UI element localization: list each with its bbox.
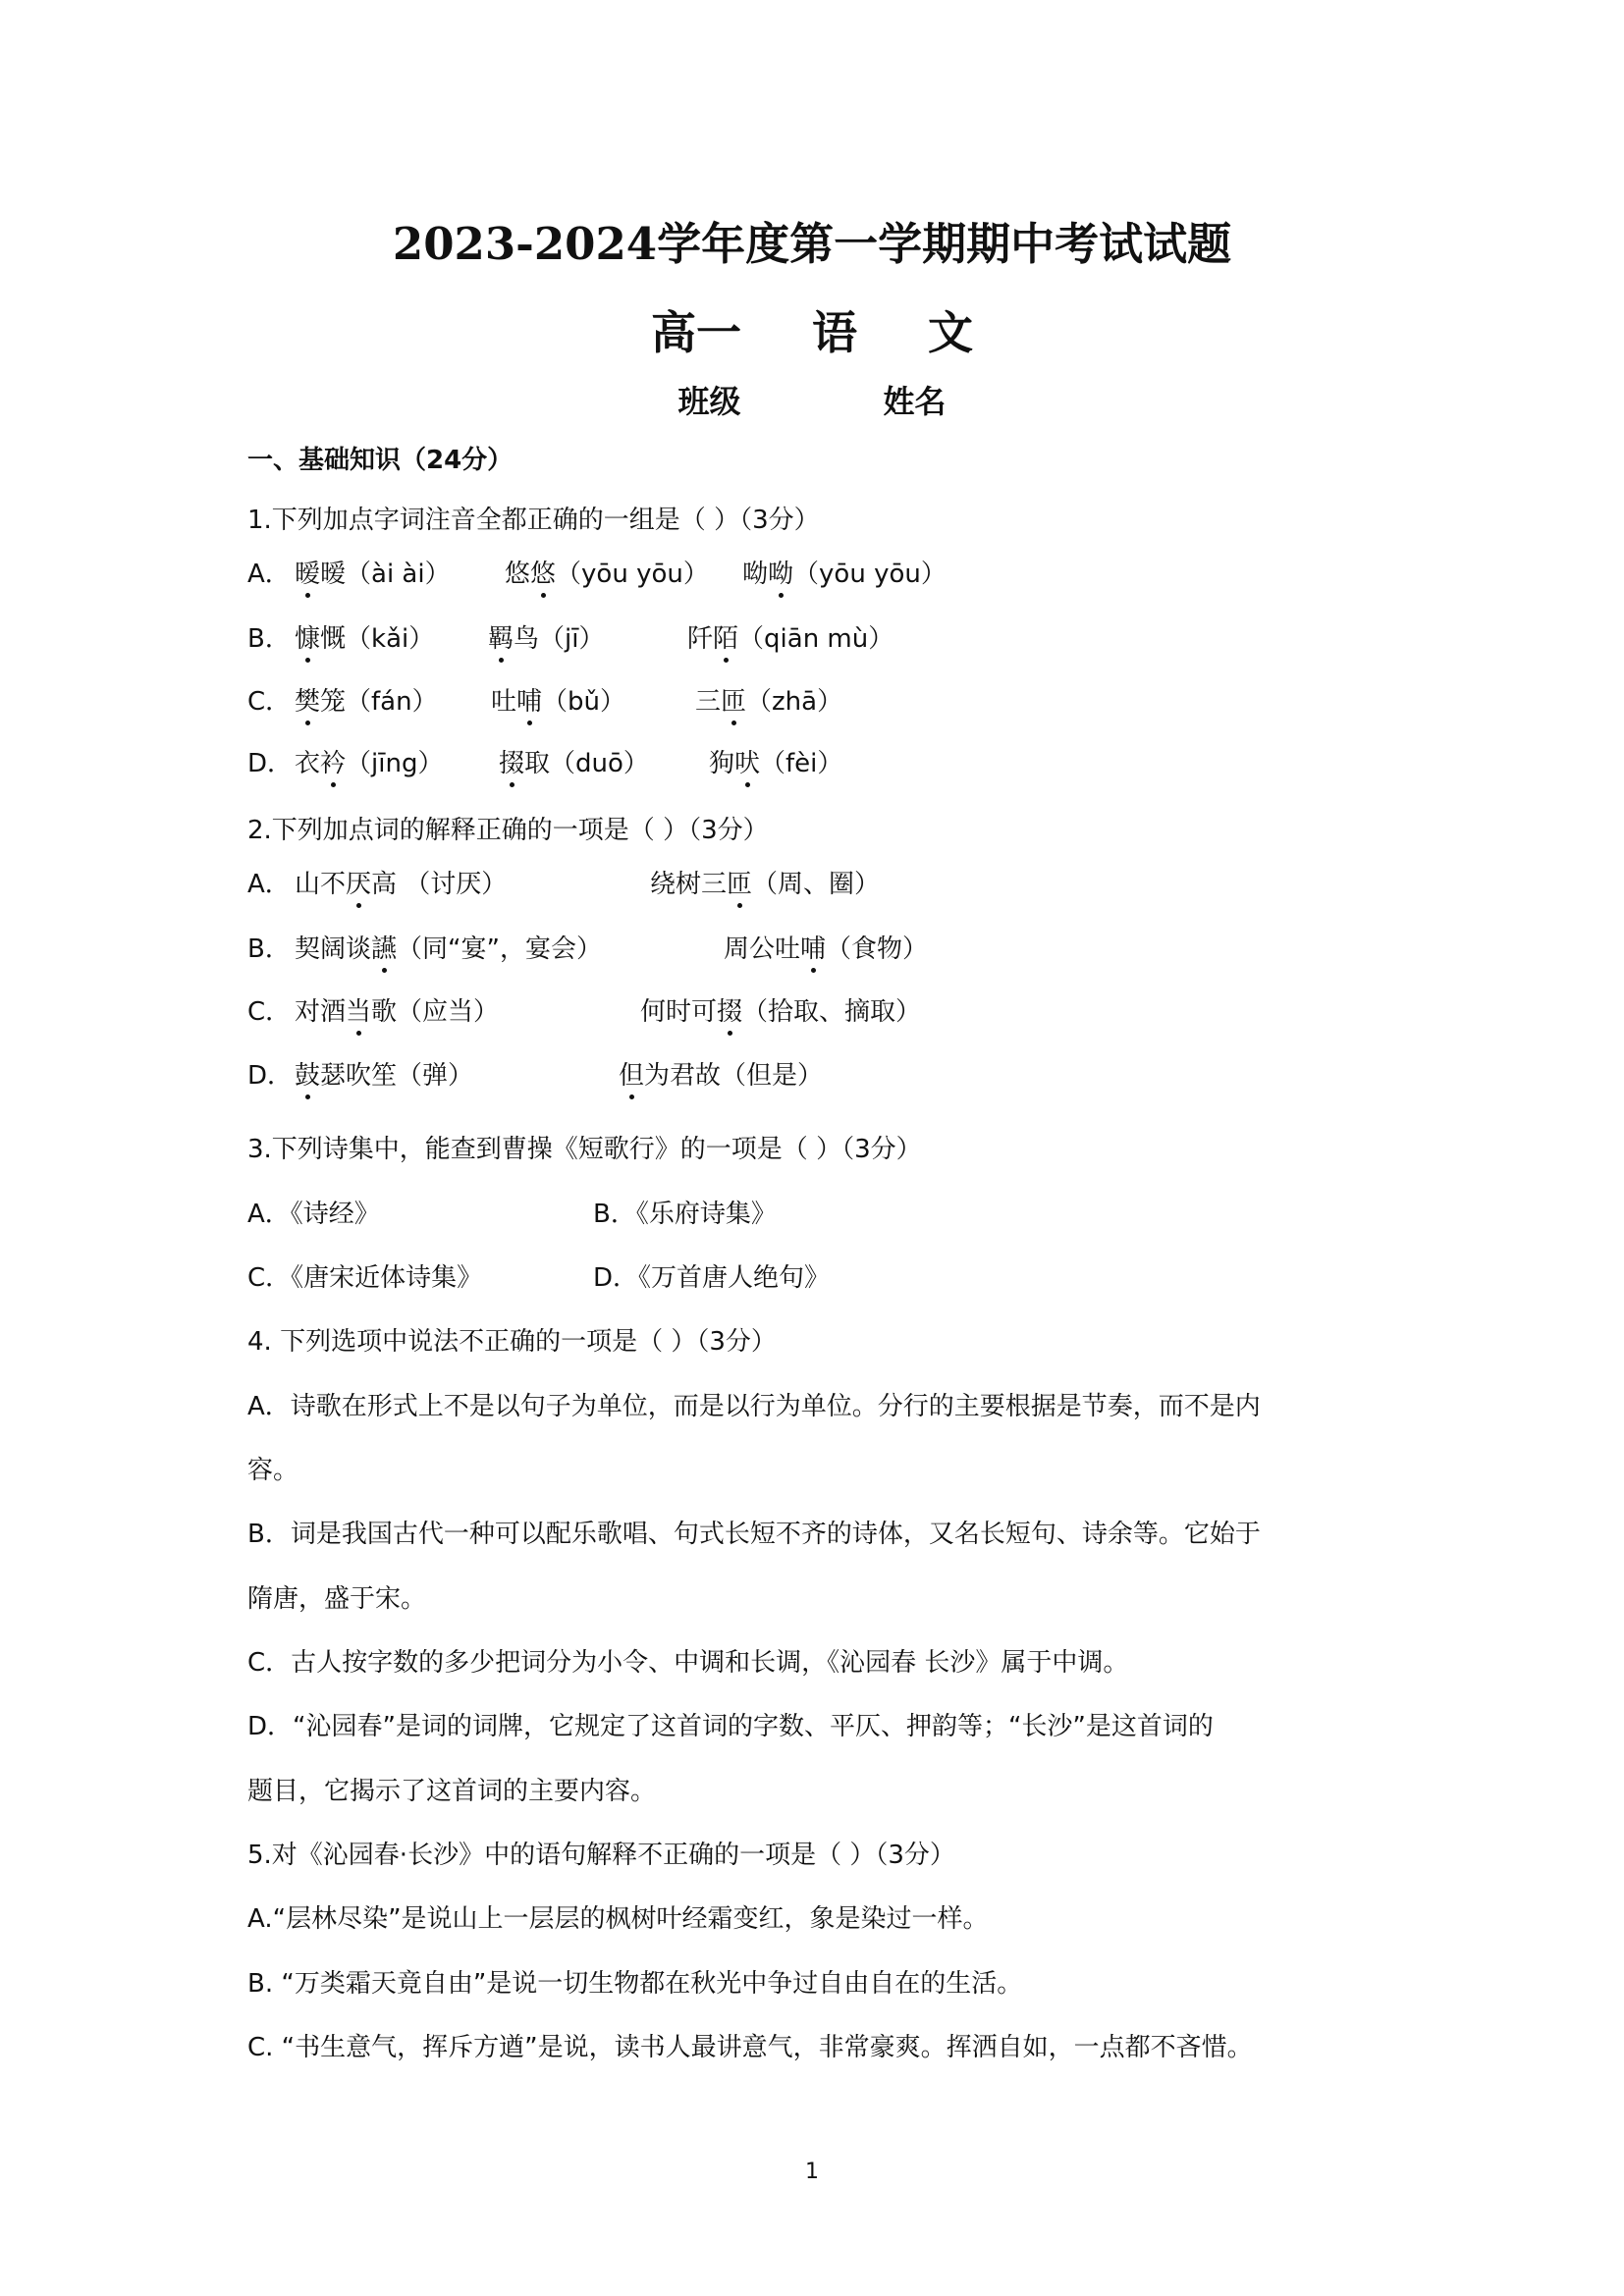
option-letter: A． — [247, 870, 291, 899]
exam-title: 2023-2024学年度第一学期期中考试试题 — [392, 218, 1232, 270]
q4-line: 容。 — [247, 1456, 299, 1485]
q4-line: A．诗歌在形式上不是以句子为单位，而是以行为单位。分行的主要根据是节奏，而不是内 — [247, 1392, 1261, 1421]
q3-stem: 3.下列诗集中，能查到曹操《短歌行》的一项是（ ）（3分） — [247, 1135, 922, 1164]
option-a: A．《诗经》 — [247, 1200, 380, 1229]
subject-char: 语 — [812, 306, 857, 359]
option-item: 暧暧（ài ài） — [295, 560, 451, 589]
option-letter: D． — [247, 1061, 294, 1091]
option-item: 对酒当歌（应当） — [295, 997, 500, 1027]
option-letter: B． — [247, 934, 291, 964]
option-item: 樊笼（fán） — [295, 687, 438, 717]
option-item: 悠悠（yōu yōu） — [505, 560, 709, 589]
option-c: C．《唐宋近体诗集》 — [247, 1263, 483, 1293]
q5-stem: 5.对《沁园春·长沙》中的语句解释不正确的一项是（ ）（3分） — [247, 1841, 955, 1870]
q4-line: 隋唐，盛于宋。 — [247, 1584, 427, 1614]
q1-stem: 1.下列加点字词注音全都正确的一组是（ ）（3分） — [247, 506, 820, 535]
option-item: 呦呦（yōu yōu） — [742, 560, 947, 589]
q4-line: B．词是我国古代一种可以配乐歌唱、句式长短不齐的诗体，又名长短句、诗余等。它始于 — [247, 1520, 1261, 1549]
option-item: 三匝（zhā） — [695, 687, 843, 717]
option-item: 鼓瑟吹笙（弹） — [295, 1061, 474, 1091]
option-item: 契阔谈讌（同“宴”，宴会） — [295, 934, 602, 964]
option-item: 羁鸟（jī） — [488, 624, 605, 654]
student-info — [0, 377, 1624, 422]
q5-line: A.“层林尽染”是说山上一层层的枫树叶经霜变红，象是染过一样。 — [247, 1904, 989, 1934]
q4-line: D．“沁园春”是词的词牌，它规定了这首词的字数、平仄、押韵等；“长沙”是这首词的 — [247, 1712, 1214, 1741]
name-label: 姓名 — [883, 383, 947, 420]
option-item: 阡陌（qiān mù） — [687, 624, 894, 654]
class-label: 班级 — [677, 383, 741, 420]
option-letter: A． — [247, 560, 291, 589]
option-letter: D． — [247, 749, 294, 778]
subject-title — [0, 297, 1624, 362]
option-letter: B． — [247, 624, 291, 654]
option-item: 山不厌高 （讨厌） — [295, 870, 508, 899]
q4-stem: 4. 下列选项中说法不正确的一项是（ ）（3分） — [247, 1327, 777, 1357]
q5-line: C. “书生意气，挥斥方遒”是说，读书人最讲意气，非常豪爽。挥洒自如，一点都不吝惜。 — [247, 2033, 1253, 2062]
subject-char: 高一 — [651, 306, 741, 359]
option-item: 何时可掇（拾取、摘取） — [640, 997, 922, 1027]
option-letter: C． — [247, 997, 292, 1027]
option-item: 吐哺（bǔ） — [491, 687, 626, 717]
page-number: 1 — [805, 2160, 819, 2184]
option-item: 周公吐哺（食物） — [724, 934, 929, 964]
subject-char: 文 — [928, 306, 973, 359]
section-heading: 一、基础知识（24分） — [247, 446, 514, 475]
q2-stem: 2.下列加点词的解释正确的一项是（ ）（3分） — [247, 816, 769, 845]
q4-line: C．古人按字数的多少把词分为小令、中调和长调，《沁园春 长沙》属于中调。 — [247, 1648, 1129, 1678]
option-d: D．《万首唐人绝句》 — [593, 1263, 831, 1293]
option-item: 掇取（duō） — [499, 749, 649, 778]
q4-line: 题目，它揭示了这首词的主要内容。 — [247, 1777, 657, 1806]
option-item: 慷慨（kǎi） — [295, 624, 435, 654]
option-item: 但为君故（但是） — [619, 1061, 824, 1091]
q5-line: B. “万类霜天竟自由”是说一切生物都在秋光中争过自由自在的生活。 — [247, 1969, 1023, 1999]
option-item: 狗吠（fèi） — [709, 749, 843, 778]
option-item: 绕树三匝（周、圈） — [650, 870, 881, 899]
option-letter: C． — [247, 687, 292, 717]
option-b: B．《乐府诗集》 — [593, 1200, 777, 1229]
option-item: 衣衿（jīng） — [295, 749, 444, 778]
